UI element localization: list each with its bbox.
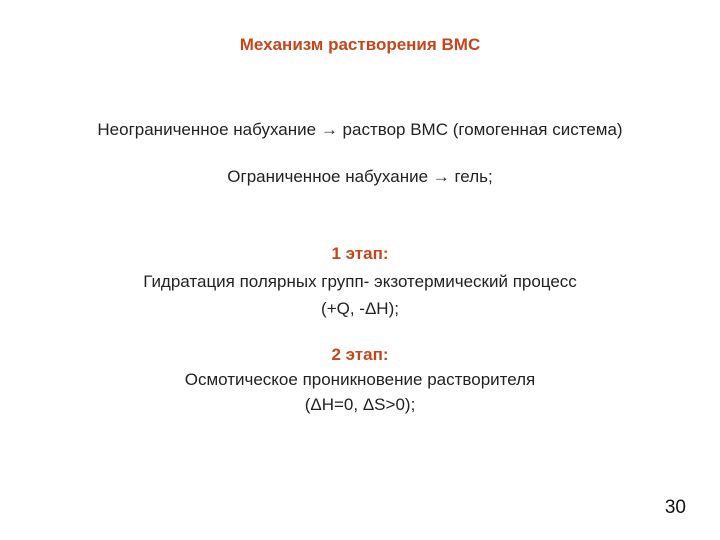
stage1-thermo: (+Q, -ΔH); [321, 299, 399, 318]
stage2-description: Осмотическое проникновение растворителя [184, 370, 536, 389]
unlimited-swelling-text: Неограниченное набухание → раствор ВМС (гомогенная система) [97, 120, 623, 139]
slide-title: Механизм растворения ВМС [239, 35, 481, 54]
page-number: 30 [664, 497, 686, 518]
stage1-description: Гидратация полярных групп- экзотермический процесс [143, 272, 577, 291]
stage1-heading: 1 этап: [331, 244, 389, 263]
limited-swelling-text: Ограниченное набухание → гель; [227, 167, 493, 186]
stage2-heading: 2 этап: [331, 345, 389, 364]
stage2-thermo: (ΔH=0, ΔS>0); [304, 395, 416, 414]
